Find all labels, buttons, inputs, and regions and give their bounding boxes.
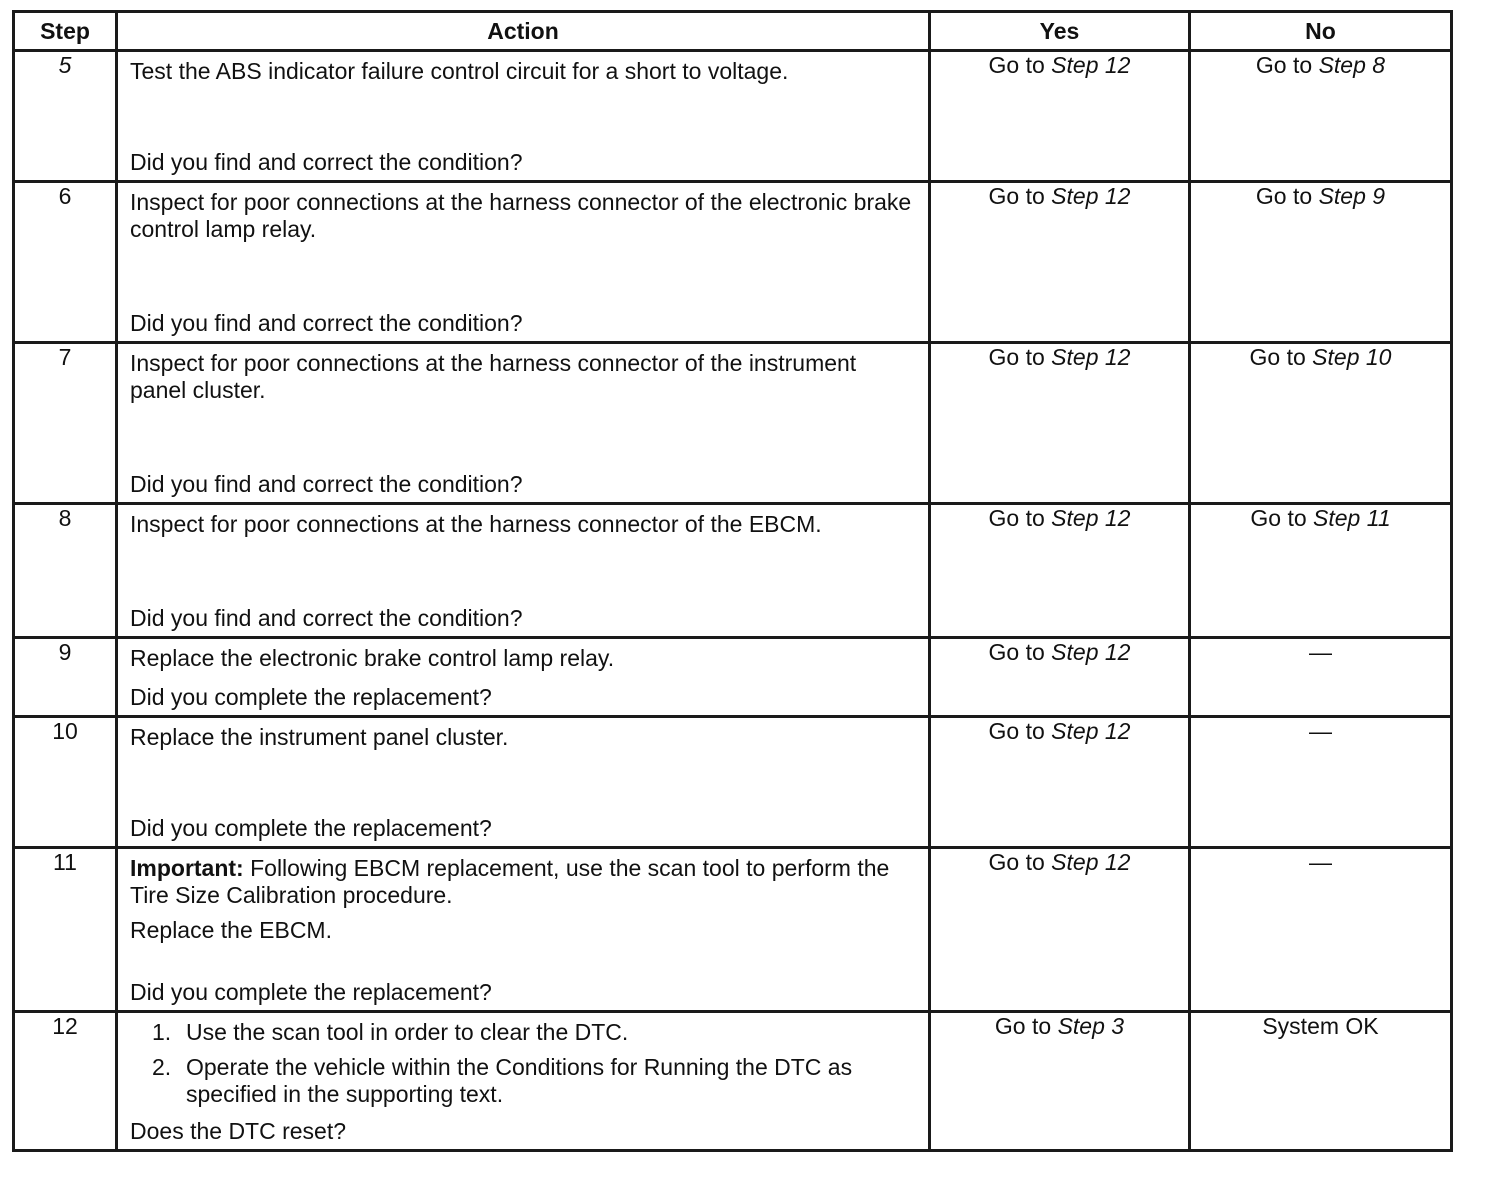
header-action: Action — [117, 12, 930, 51]
no-cell — [1190, 182, 1452, 343]
yes-prefix: Go to — [988, 505, 1052, 531]
yes-cell — [930, 504, 1190, 638]
yes-cell — [930, 343, 1190, 504]
no-prefix: Go to — [1249, 344, 1313, 370]
action-question: Did you complete the replacement? — [130, 815, 492, 841]
action-cell — [117, 343, 930, 504]
yes-prefix: Go to — [988, 639, 1052, 665]
action-cell — [117, 848, 930, 1012]
header-step: Step — [14, 12, 117, 51]
action-cell — [117, 1012, 930, 1151]
table-row — [14, 51, 1452, 182]
table-row — [14, 717, 1452, 848]
yes-prefix: Go to — [988, 849, 1052, 875]
action-cell — [117, 51, 930, 182]
yes-step-link[interactable]: Step 3 — [1057, 1013, 1125, 1039]
yes-step-link[interactable]: Step 12 — [1051, 849, 1131, 875]
list-number: 1. — [152, 1019, 172, 1045]
step-number: 7 — [14, 343, 117, 504]
step-number: 11 — [14, 848, 117, 1012]
no-step-link[interactable]: Step 9 — [1318, 183, 1386, 209]
yes-step-link[interactable]: Step 12 — [1051, 183, 1131, 209]
yes-step-link[interactable]: Step 12 — [1051, 344, 1131, 370]
no-prefix: Go to — [1255, 52, 1319, 78]
action-text: Inspect for poor connections at the harness connector of the EBCM. — [130, 511, 822, 537]
no-cell: System OK — [1190, 1012, 1452, 1151]
action-text: Inspect for poor connections at the harness connector of the instrument panel cluster. — [130, 350, 857, 403]
step-number: 10 — [14, 717, 117, 848]
action-cell — [117, 717, 930, 848]
diagnostic-table — [12, 10, 1453, 1152]
yes-cell — [930, 848, 1190, 1012]
table-row — [14, 1012, 1452, 1151]
action-question: Did you find and correct the condition? — [130, 605, 523, 631]
yes-prefix: Go to — [994, 1013, 1058, 1039]
action-question: Did you complete the replacement? — [130, 684, 492, 710]
yes-cell — [930, 182, 1190, 343]
yes-step-link[interactable]: Step 12 — [1051, 505, 1131, 531]
no-cell — [1190, 343, 1452, 504]
important-note — [130, 855, 918, 909]
step-number: 12 — [14, 1012, 117, 1151]
important-text: Following EBCM replacement, use the scan tool to perform the Tire Size Calibration procedure. — [130, 855, 890, 908]
header-no: No — [1190, 12, 1452, 51]
table-row — [14, 504, 1452, 638]
no-cell: — — [1190, 848, 1452, 1012]
action-text: Replace the electronic brake control lamp relay. — [130, 645, 615, 671]
yes-step-link[interactable]: Step 12 — [1051, 718, 1131, 744]
yes-prefix: Go to — [988, 183, 1052, 209]
action-question: Did you find and correct the condition? — [130, 310, 523, 336]
step-number: 8 — [14, 504, 117, 638]
no-cell: — — [1190, 717, 1452, 848]
header-row — [14, 12, 1452, 51]
yes-prefix: Go to — [988, 52, 1052, 78]
yes-cell — [930, 1012, 1190, 1151]
action-question: Did you complete the replacement? — [130, 979, 492, 1005]
yes-prefix: Go to — [988, 344, 1052, 370]
procedure-list — [130, 1019, 918, 1108]
step-number: 9 — [14, 638, 117, 717]
table-row — [14, 638, 1452, 717]
no-cell: — — [1190, 638, 1452, 717]
no-step-link[interactable]: Step 8 — [1318, 52, 1386, 78]
no-step-link[interactable]: Step 10 — [1312, 344, 1392, 370]
header-yes: Yes — [930, 12, 1190, 51]
list-number: 2. — [152, 1054, 172, 1080]
action-cell — [117, 638, 930, 717]
action-question: Did you find and correct the condition? — [130, 149, 523, 175]
yes-cell — [930, 638, 1190, 717]
yes-cell — [930, 51, 1190, 182]
action-cell — [117, 182, 930, 343]
action-text: Replace the instrument panel cluster. — [130, 724, 509, 750]
action-question: Does the DTC reset? — [130, 1118, 347, 1144]
no-cell — [1190, 504, 1452, 638]
yes-prefix: Go to — [988, 718, 1052, 744]
list-text: Operate the vehicle within the Conditions for Running the DTC as specified in the supporting text. — [186, 1054, 853, 1107]
step-number: 6 — [14, 182, 117, 343]
yes-step-link[interactable]: Step 12 — [1051, 52, 1131, 78]
action-text: Test the ABS indicator failure control circuit for a short to voltage. — [130, 58, 789, 84]
no-prefix: Go to — [1250, 505, 1314, 531]
list-text: Use the scan tool in order to clear the DTC. — [186, 1019, 629, 1045]
step-number: 5 — [14, 51, 117, 182]
table-row — [14, 343, 1452, 504]
no-step-link[interactable]: Step 11 — [1313, 505, 1391, 531]
table-row — [14, 182, 1452, 343]
table-row — [14, 848, 1452, 1012]
yes-step-link[interactable]: Step 12 — [1051, 639, 1131, 665]
important-label: Important: — [130, 855, 244, 881]
action-cell — [117, 504, 930, 638]
no-cell — [1190, 51, 1452, 182]
list-item — [152, 1019, 918, 1046]
action-question: Did you find and correct the condition? — [130, 471, 523, 497]
action-text: Inspect for poor connections at the harness connector of the electronic brake control lamp relay. — [130, 189, 912, 242]
yes-cell — [930, 717, 1190, 848]
list-item — [152, 1054, 918, 1108]
no-prefix: Go to — [1255, 183, 1319, 209]
action-text: Replace the EBCM. — [130, 917, 332, 943]
